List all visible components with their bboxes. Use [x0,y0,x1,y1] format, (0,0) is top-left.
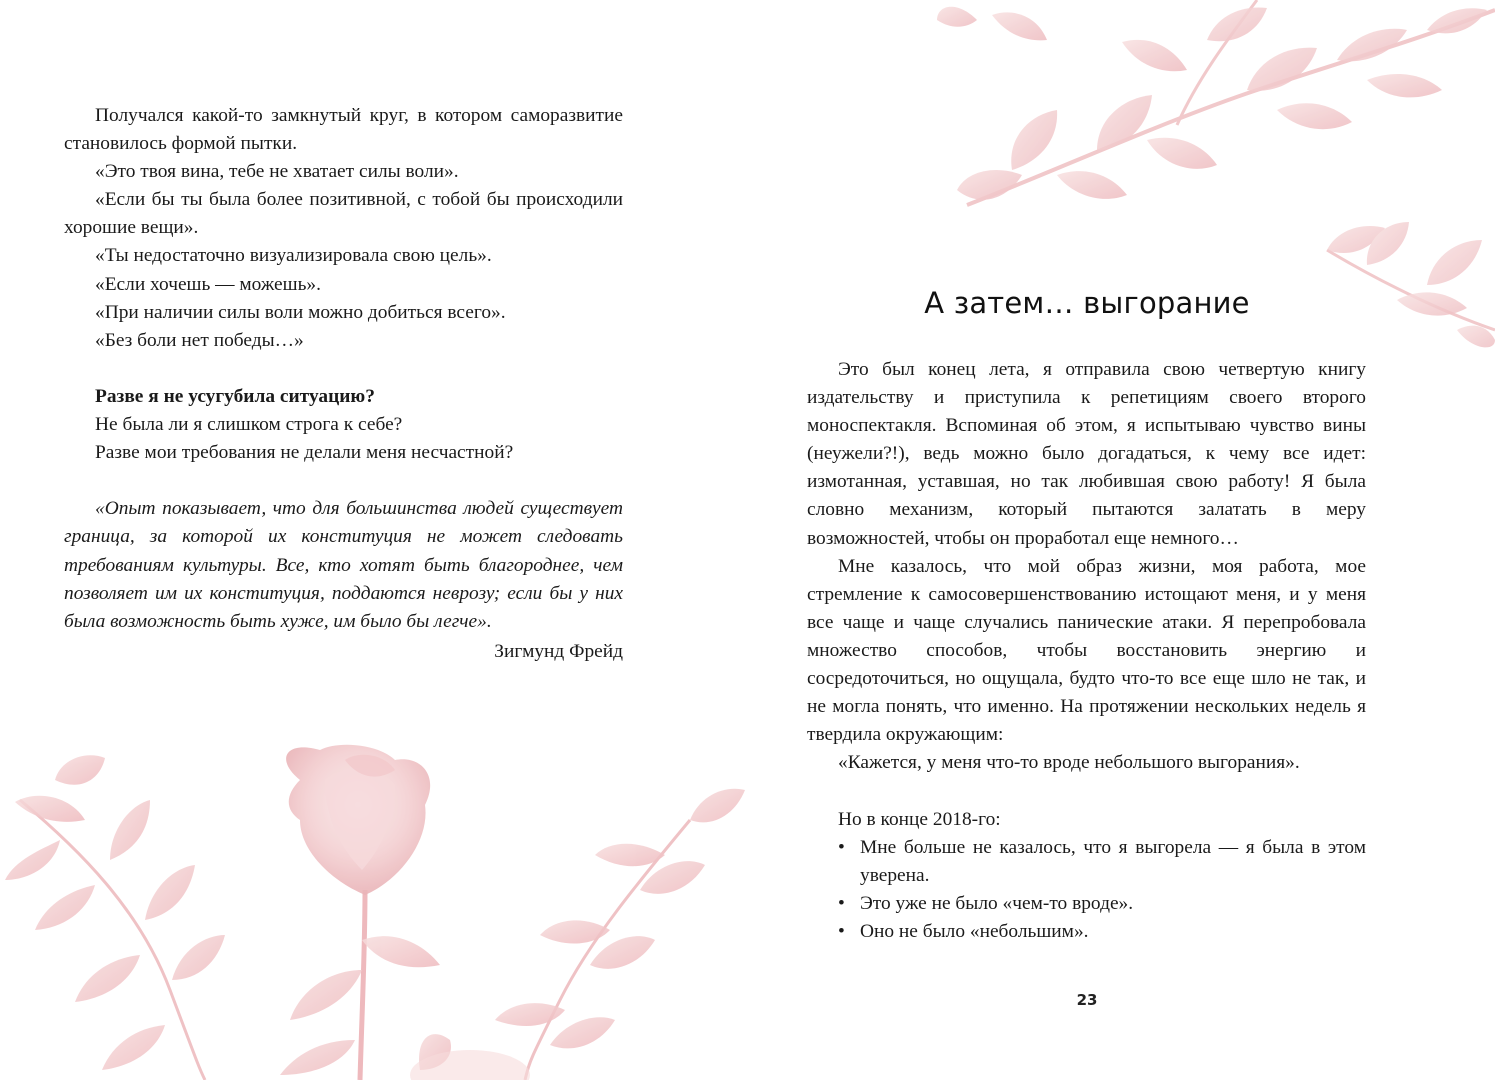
list-item [807,918,1366,946]
spacer [807,777,1366,805]
freud-quote: «Опыт показывает, что для большинства людей существует граница, за которой их конституция не может следовать требованиям культуры. Все, кто хотят быть благороднее, чем позволяет им их конституция, поддаются неврозу; если бы у них была возможность быть хуже, им было бы легче». [64,498,623,632]
paragraph: Мне казалось, что мой образ жизни, моя работа, мое стремление к самосовершенствованию истощают меня, и у меня все чаще и чаще случались панические атаки. Я перепробовала множество способов, чтобы восстановить энергию и сосредоточиться, но ощущала, будто что-то все еще шло не так, и не могла понять, что именно. На протяжении нескольких недель я твердила окружающим: [807,555,1366,746]
paragraph: «Без боли нет победы…» [95,329,304,351]
list-item-text: Это уже не было «чем-то вроде». [860,892,1134,914]
paragraph: «Если бы ты была более позитивной, с тобой бы происходили хорошие вещи». [64,189,623,239]
chapter-heading: А затем… выгорание [924,286,1250,320]
paragraph: «Если хочешь — можешь». [95,273,321,295]
spacer [64,467,623,495]
paragraph: «При наличии силы воли можно добиться всего». [95,301,506,323]
question: Не была ли я слишком строга к себе? [95,414,403,436]
paragraph: «Это твоя вина, тебе не хватает силы воли». [95,161,459,183]
bullet-list [807,834,1366,946]
question: Разве мои требования не делали меня несчастной? [95,442,514,464]
page-number: 23 [1076,991,1098,1009]
paragraph: Это был конец лета, я отправила свою четвертую книгу издательству и приступила к репетициям своего второго моноспектакля. Вспоминая об этом, я испытываю чувство вины (неужели?!), ведь можно было догадаться, к чему все идет: измотанная, уставшая, но так любившая свою работу! Я была словно механизм, который пытаются залатать в меру возможностей, чтобы он проработал еще немного… [807,359,1366,549]
list-intro: Но в конце 2018-го: [838,808,1001,830]
left-page [0,0,747,1080]
spacer [64,355,623,383]
list-item-text: Оно не было «небольшим». [860,920,1089,942]
bold-question: Разве я не усугубила ситуацию? [95,385,375,407]
watercolor-flower-illustration [0,740,747,1080]
paragraph: «Ты недостаточно визуализировала свою цель». [95,245,492,267]
left-page-text [64,102,623,666]
right-page-text [807,356,1366,946]
list-item [807,834,1366,890]
list-item [807,890,1366,918]
bullet-icon: • [838,892,845,914]
list-item-text: Мне больше не казалось, что я выгорела — я была в этом уверена. [860,836,1366,886]
bullet-icon: • [838,920,845,942]
quote-author: Зигмунд Фрейд [494,640,623,662]
paragraph: Получался какой-то замкнутый круг, в котором саморазвитие становилось формой пытки. [64,105,623,155]
bullet-icon: • [838,836,845,858]
paragraph: «Кажется, у меня что-то вроде небольшого выгорания». [838,752,1300,774]
